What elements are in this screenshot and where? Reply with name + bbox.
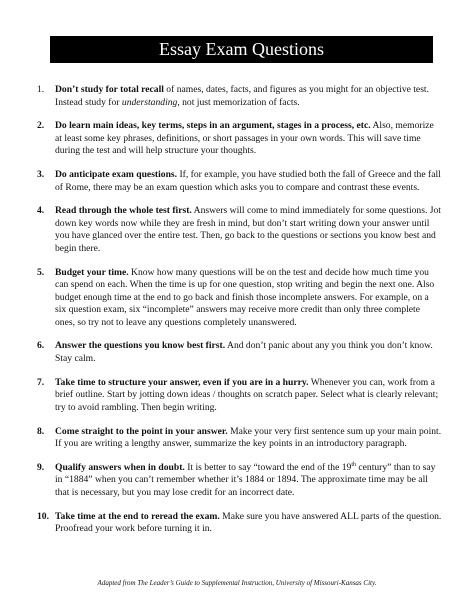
list-item — [37, 511, 442, 536]
item-text: It is better to say “toward the end of the 19 — [184, 461, 352, 473]
item-heading: Don’t study for total recall — [55, 84, 164, 95]
item-heading: Answer the questions you know best first. — [55, 340, 226, 352]
item-heading: Do anticipate exam questions. — [55, 169, 178, 181]
item-heading: Take time at the end to reread the exam. — [55, 510, 220, 522]
item-text: Whenever you can, work from a brief outline. Start by jotting down ideas / thoughts on scratch paper. Select what is clearly relevant; try to avoid rambling. Then begin writing. — [55, 376, 439, 413]
item-text: If, for example, you have studied both the fall of Greece and the fall of Rome, there may be an exam question which asks you to compare and contrast these events. — [55, 169, 441, 193]
item-heading: Budget your time. — [55, 266, 129, 278]
item-text: century” than to say in “1884” when you can’t remember whether it’s 1884 or 1894. The approximate time may be all that is necessary, but you may lose credit for an incorrect date. — [55, 461, 436, 498]
list-item — [37, 120, 442, 158]
item-text: And don’t panic about any you think you don’t know. Stay calm. — [55, 340, 433, 364]
page-title: Essay Exam Questions — [50, 36, 433, 63]
item-number: 7. — [37, 376, 45, 388]
item-number: 8. — [37, 425, 45, 437]
item-number: 1. — [37, 84, 45, 95]
item-number: 10. — [37, 510, 49, 522]
item-number: 6. — [37, 340, 45, 352]
item-number: 2. — [37, 120, 45, 132]
list-item — [37, 462, 442, 500]
item-text: Make sure you have answered ALL parts of the question. Proofread your work before turning it in. — [55, 510, 442, 535]
list-item — [37, 267, 442, 330]
item-emphasis: understanding — [121, 96, 178, 108]
item-text: Also, memorize at least some key phrases, definitions, or short passages in your own words. This will save time during the test and will help structure your thoughts. — [55, 120, 434, 157]
item-text: of names, dates, facts, and figures as you might for an objective test. Instead study for — [55, 84, 429, 108]
list-item — [37, 205, 442, 255]
list-item — [37, 377, 442, 415]
list-item — [37, 84, 442, 109]
tips-list — [37, 84, 442, 547]
item-heading: Come straight to the point in your answer. — [55, 425, 228, 437]
item-heading: Do learn main ideas, key terms, steps in an argument, stages in a process, etc. — [55, 120, 371, 132]
item-text: Answers will come to mind immediately for some questions. Jot down key words now while they are fresh in mind, but don’t start writing down your answer until you have glanced over the entire test. Then, go back to the questions or sections you know best and begin there. — [55, 205, 441, 254]
item-number: 9. — [37, 461, 45, 473]
item-number: 5. — [37, 266, 45, 278]
item-text: Know how many questions will be on the test and decide how much time you can spend on each. When the time is up for one question, stop writing and begin the next one. Also budget enough time at the end to go back and finish those incomplete answers. For example, on a six question exam, six “incomplete” answers may receive more credit than only three complete ones, so try not to leave any questions completely unanswered. — [55, 266, 435, 328]
list-item — [37, 169, 442, 194]
item-number: 4. — [37, 205, 45, 217]
item-text: Make your very first sentence sum up your main point. If you are writing a lengthy answer, summarize the key points in an introductory paragraph. — [55, 425, 442, 450]
list-item — [37, 426, 442, 451]
source-footer: Adapted from The Leader’s Guide to Supplemental Instruction, University of Missouri-Kansas City. — [97, 579, 377, 587]
item-heading: Read through the whole test first. — [55, 205, 192, 217]
item-text: , not just memorization of facts. — [177, 96, 300, 108]
superscript: th — [351, 461, 356, 468]
list-item — [37, 340, 442, 365]
item-heading: Qualify answers when in doubt. — [55, 461, 185, 473]
item-heading: Take time to structure your answer, even if you are in a hurry. — [55, 376, 309, 388]
item-number: 3. — [37, 169, 45, 181]
